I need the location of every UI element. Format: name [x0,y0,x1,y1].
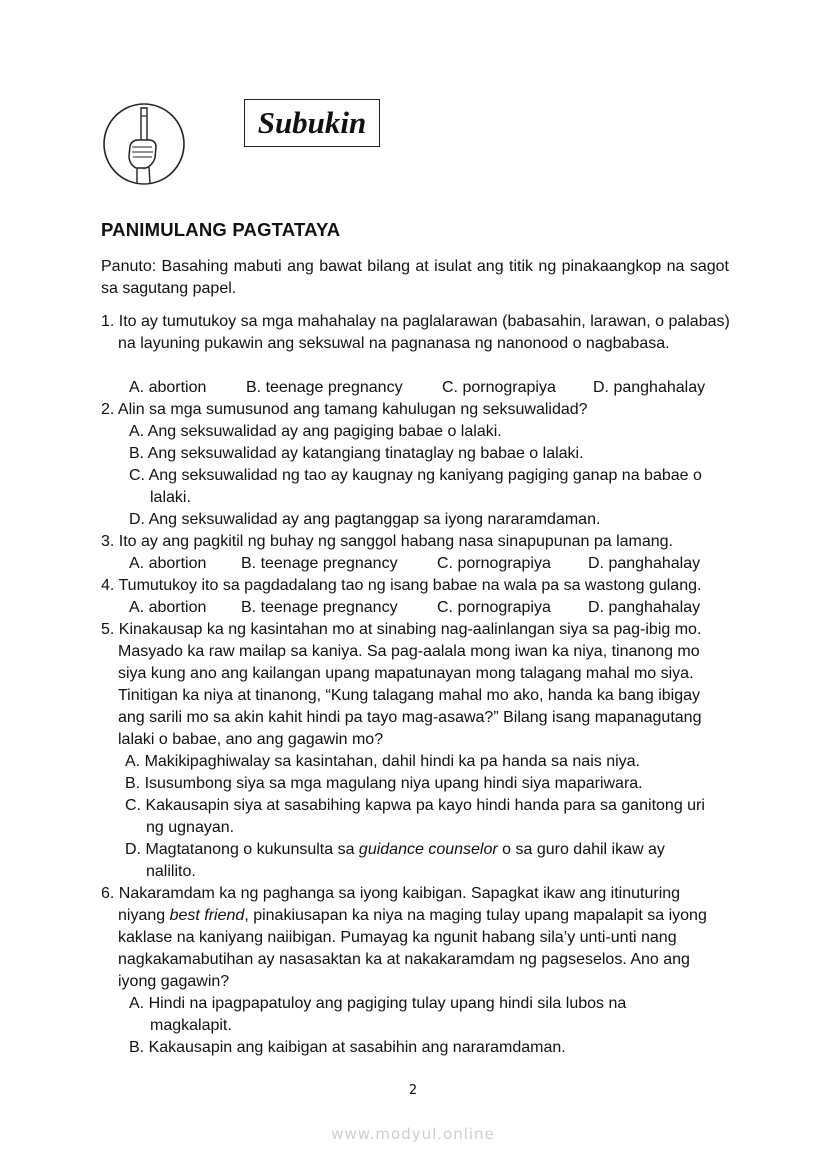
title-box [244,99,380,147]
question-2 [101,399,731,421]
hand-pencil-icon [102,102,186,186]
option-c: C. pornograpiya [437,599,551,616]
option-c: C. Kakausapin siya at sasabihing kapwa pa kayo hindi handa para sa ganitong uri ng ugnayan. [125,797,705,836]
option-b: B. Ang seksuwalidad ay katangiang tinataglay ng babae o lalaki. [129,445,584,462]
question-text: 3. Ito ay ang pagkitil ng buhay ng sanggol habang nasa sinapupunan pa lamang. [101,533,673,550]
section-heading: PANIMULANG PAGTATAYA [101,219,341,240]
question-text: 4. Tumutukoy ito sa pagdadalang tao ng isang babae na wala pa sa wastong gulang. [101,577,702,594]
option-b: B. teenage pregnancy [241,555,398,572]
option-d: D. panghahalay [588,555,701,572]
option-a: A. abortion [129,379,207,396]
option-a: A. Hindi na ipagpapatuloy ang pagiging tulay upang hindi sila lubos na magkalapit. [129,995,627,1034]
option-a: A. abortion [129,555,207,572]
question-1 [101,311,731,355]
option-b: B. Kakausapin ang kaibigan at sasabihin ang nararamdaman. [129,1039,566,1056]
option-a: A. Makikipaghiwalay sa kasintahan, dahil hindi ka pa handa sa nais niya. [125,753,640,770]
question-text: 1. Ito ay tumutukoy sa mga mahahalay na paglalarawan (babasahin, larawan, o palabas) na layuning pukawin ang seksuwal na pagnanasa ng nanonood o nagbabasa. [101,313,730,352]
question-5 [101,619,731,751]
question-text: 6. Nakaramdam ka ng paghanga sa iyong kaibigan. Sapagkat ikaw ang itinuturing niyang best friend, pinakiusapan ka niya na maging tulay upang mapalapit sa iyong kaklase na kaniyang naiibigan. Pumayag ka ngunit habang sila’y unti-unti nang nagkakamabutihan ay nasasaktan ka at nakakaramdam ng pagseselos. Ano ang iyong gagawin? [101,885,707,990]
option-d: D. Magtatanong o kukunsulta sa guidance counselor o sa guro dahil ikaw ay nalilito. [125,841,665,880]
question-text: 2. Alin sa mga sumusunod ang tamang kahulugan ng seksuwalidad? [101,401,588,418]
option-c: C. Ang seksuwalidad ng tao ay kaugnay ng kaniyang pagiging ganap na babae o lalaki. [129,467,702,506]
option-a: A. abortion [129,599,207,616]
question-text: 5. Kinakausap ka ng kasintahan mo at sinabing nag-aalinlangan siya sa pag-ibig mo. Masyado ka raw mailap sa kaniya. Sa pag-aalala mong iwan ka niya, tinanong mo siya kung ano ang kailangan upang mapatunayan mong talagang mahal mo siya. Tinitigan ka niya at tinanong, “Kung talagang mahal mo ako, handa ka bang ibigay ang sarili mo sa akin kahit hindi pa tayo mag-asawa?” Bilang isang mapanagutang lalaki o babae, ano ang gagawin mo? [101,621,702,748]
instructions-text: Panuto: Basahing mabuti ang bawat bilang at isulat ang titik ng pinakaangkop na sagot sa sagutang papel. [101,258,729,297]
question-4 [101,575,731,597]
question-6 [101,883,727,993]
option-b: B. teenage pregnancy [246,379,403,396]
option-b: B. Isusumbong siya sa mga magulang niya upang hindi siya mapariwara. [125,775,643,792]
option-d: D. panghahalay [593,379,706,396]
watermark: www.modyul.online [331,1125,495,1143]
option-c: C. pornograpiya [437,555,551,572]
option-d: D. Ang seksuwalidad ay ang pagtanggap sa iyong nararamdaman. [129,511,601,528]
page-title: Subukin [257,105,367,140]
option-a: A. Ang seksuwalidad ay ang pagiging babae o lalaki. [129,423,502,440]
option-b: B. teenage pregnancy [241,599,398,616]
option-d: D. panghahalay [588,599,701,616]
page-number: 2 [408,1083,418,1098]
option-c: C. pornograpiya [442,379,556,396]
question-3 [101,531,731,553]
